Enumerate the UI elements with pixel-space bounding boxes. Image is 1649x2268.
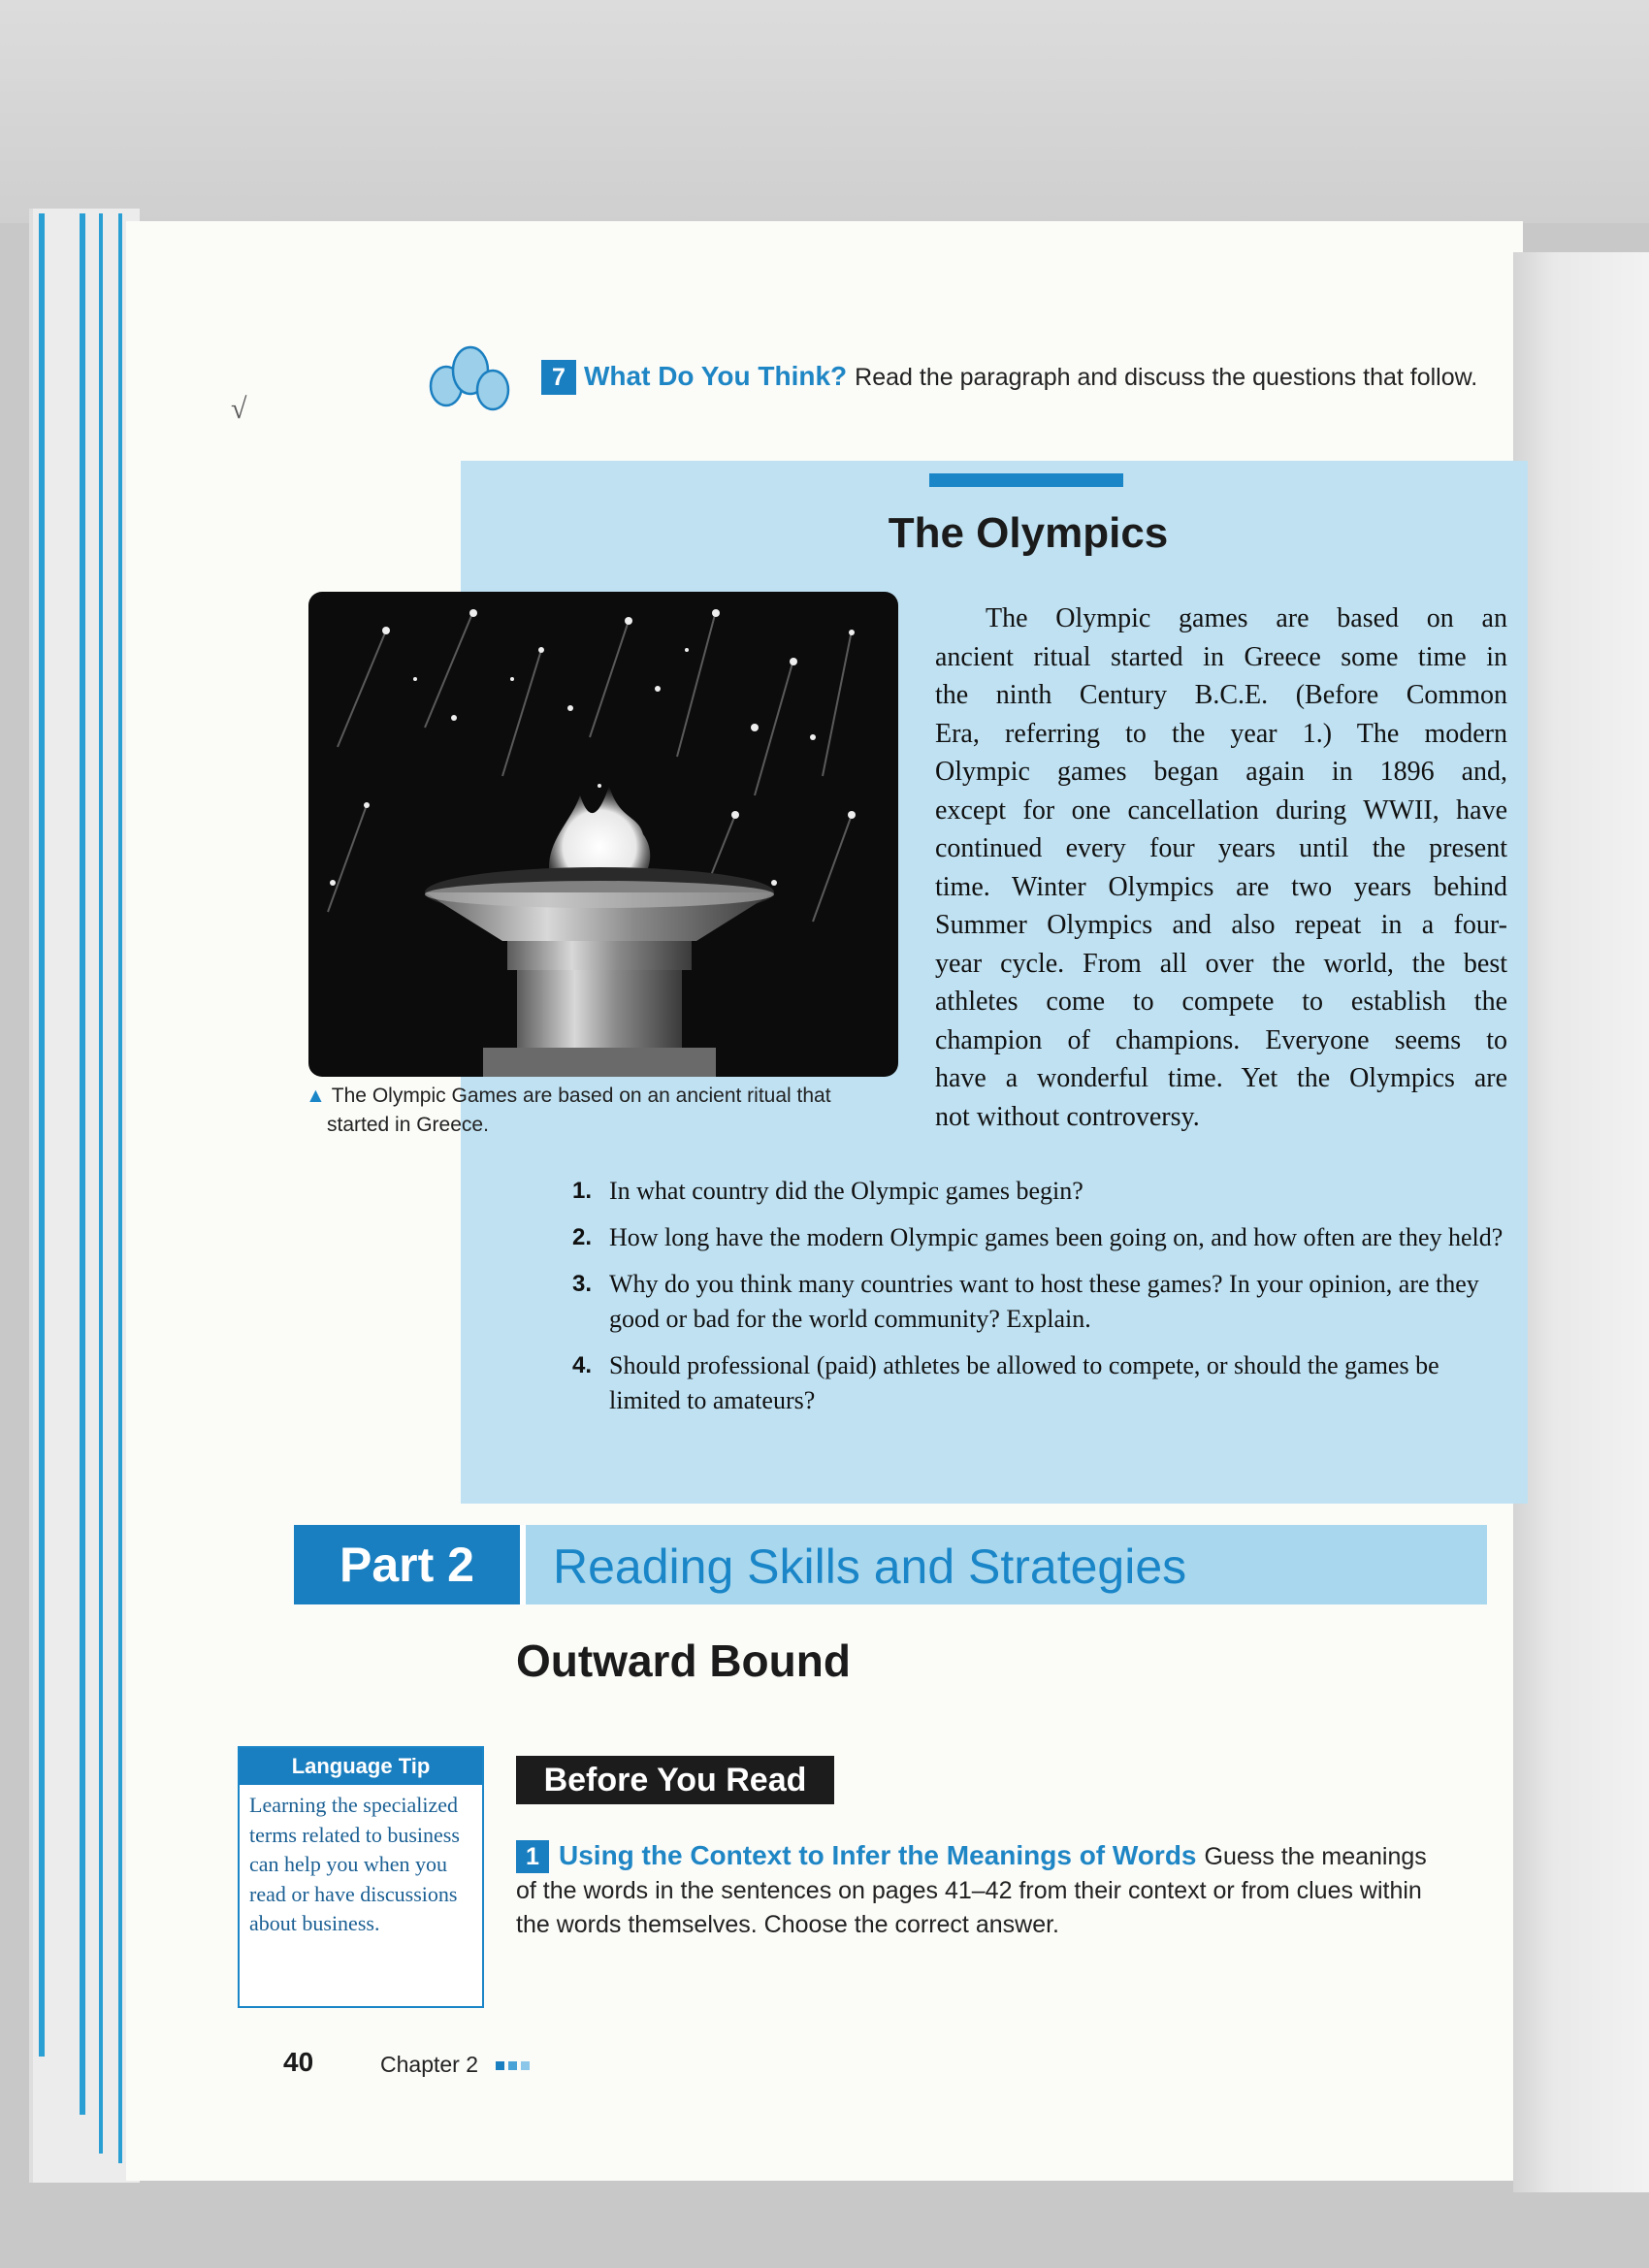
edge-stripe	[80, 213, 85, 2115]
edge-stripe	[99, 213, 103, 2154]
footer-square-icon	[521, 2061, 530, 2070]
next-page-edge	[1513, 252, 1649, 2192]
question-number: 2.	[572, 1224, 593, 1250]
paragraph-line: have a wonderful time. Yet the Olympics are	[935, 1063, 1507, 1093]
paragraph-line: The Olympic games are based on an	[986, 603, 1507, 633]
olympic-flame-photo	[308, 592, 898, 1077]
language-tip-heading: Language Tip	[240, 1748, 482, 1785]
before-you-read-heading: Before You Read	[516, 1756, 834, 1804]
paragraph-line: the ninth Century B.C.E. (Before Common	[935, 680, 1507, 710]
paragraph-line: continued every four years until the present	[935, 833, 1507, 863]
question-number: 4.	[572, 1352, 593, 1378]
discussion-questions	[572, 1174, 1504, 1430]
chapter-label: Chapter 2	[380, 2052, 479, 2077]
question-number: 3.	[572, 1271, 593, 1297]
language-tip-box	[238, 1746, 484, 2008]
photo-caption	[306, 1082, 888, 1140]
part-title: Reading Skills and Strategies	[553, 1539, 1187, 1594]
exercise-number-badge: 1	[516, 1840, 549, 1873]
article-title: The Olympics	[888, 509, 1169, 557]
question-text: Why do you think many countries want to host these games? In your opinion, are they good or bad for the world community? Explain.	[609, 1270, 1479, 1333]
edge-stripe	[118, 213, 122, 2163]
question-text: In what country did the Olympic games begin?	[609, 1177, 1083, 1205]
part-label: Part 2	[294, 1525, 520, 1604]
article-paragraph	[935, 599, 1507, 1136]
exercise-1-instruction	[516, 1838, 1447, 1942]
discussion-heads-icon	[427, 340, 514, 417]
exercise-7-instruction	[541, 359, 1511, 395]
caption-triangle-icon: ▲	[306, 1085, 326, 1107]
question-item	[572, 1267, 1504, 1337]
paragraph-line: except for one cancellation during WWII, have	[935, 794, 1507, 826]
question-item	[572, 1348, 1504, 1418]
paragraph-line: year cycle. From all over the world, the best	[935, 948, 1507, 979]
chapter-footer	[380, 2052, 530, 2078]
paragraph-line: time. Winter Olympics are two years behind	[935, 871, 1507, 902]
question-number: 1.	[572, 1178, 593, 1204]
exercise-heading: What Do You Think?	[584, 361, 848, 391]
paragraph-line: champion of champions. Everyone seems to	[935, 1024, 1507, 1055]
caption-line: The Olympic Games are based on an ancient ritual that	[331, 1085, 831, 1107]
footer-square-icon	[508, 2061, 517, 2070]
scan-background	[0, 0, 1649, 223]
question-item	[572, 1220, 1504, 1255]
paragraph-line: ancient ritual started in Greece some time in	[935, 641, 1507, 672]
handwritten-check-mark: √	[231, 393, 247, 425]
edge-stripe	[39, 213, 45, 2057]
footer-square-icon	[496, 2061, 504, 2070]
paragraph-line: athletes come to compete to establish the	[935, 987, 1507, 1017]
exercise-heading: Using the Context to Infer the Meanings of Words	[559, 1840, 1197, 1870]
section-title: Outward Bound	[516, 1636, 851, 1686]
question-text: How long have the modern Olympic games been going on, and how often are they held?	[609, 1223, 1504, 1251]
paragraph-line: Summer Olympics and also repeat in a four-	[935, 910, 1507, 940]
title-accent-bar	[929, 473, 1123, 487]
paragraph-line: not without controversy.	[935, 1101, 1200, 1132]
paragraph-line: Era, referring to the year 1.) The modern	[935, 718, 1507, 749]
paragraph-line: Olympic games began again in 1896 and,	[935, 757, 1507, 787]
question-item	[572, 1174, 1504, 1209]
part-banner-divider	[520, 1525, 526, 1604]
exercise-instruction: Guess the meanings of the words in the sentences on pages 41–42 from their context or from clues within the words themselves. Choose the correct answer.	[516, 1843, 1427, 1938]
exercise-number-badge: 7	[541, 360, 576, 395]
page-number: 40	[283, 2047, 314, 2077]
exercise-instruction: Read the paragraph and discuss the questions that follow.	[855, 364, 1478, 391]
caption-line: started in Greece.	[327, 1114, 489, 1136]
language-tip-body: Learning the specialized terms related to business can help you when you read or have discussions about business.	[249, 1793, 460, 1935]
question-text: Should professional (paid) athletes be allowed to compete, or should the games be limited to amateurs?	[609, 1351, 1439, 1414]
